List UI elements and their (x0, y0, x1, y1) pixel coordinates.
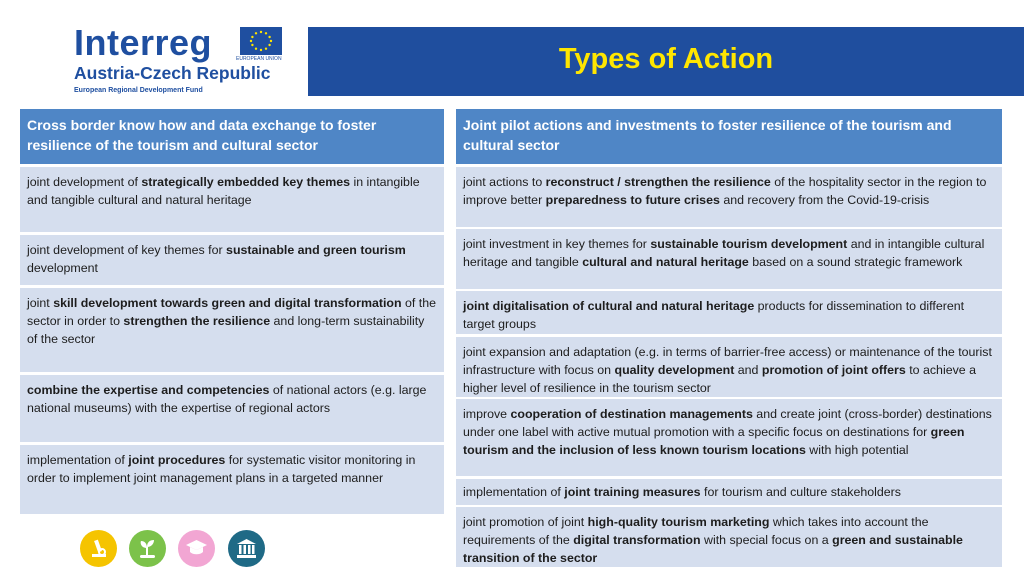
left-header: Cross border know how and data exchange to foster resilience of the tourism and cultural sector (20, 109, 444, 164)
body-text: development (27, 261, 98, 275)
body-text: and in intangible cultural heritage and tangible (463, 237, 985, 269)
body-text: for systematic visitor monitoring in order to implement joint management plans in a targeted manner (27, 453, 416, 485)
right-item (456, 167, 1002, 227)
eu-flag-icon (240, 27, 282, 55)
body-text: implementation of (27, 453, 129, 467)
body-text: joint expansion and adaptation (e.g. in terms of barrier-free access) or maintenance of the tourist infrastructure with focus on (463, 345, 992, 377)
emphasis-text: strategically embedded key themes (141, 175, 351, 189)
body-text: and long-term sustainability of the sector (27, 314, 425, 346)
page-title: Types of Action (558, 43, 774, 75)
emphasis-text: quality development (614, 363, 735, 377)
right-item (456, 291, 1002, 334)
body-text: for tourism and culture stakeholders (700, 485, 901, 499)
emphasis-text: preparedness to future crises (545, 193, 720, 207)
emphasis-text: digital transformation (573, 533, 701, 547)
emphasis-text: joint training measures (564, 485, 701, 499)
body-text: joint development of (27, 175, 142, 189)
emphasis-text: joint digitalisation of cultural and natural heritage (463, 299, 755, 313)
body-text: with high potential (805, 443, 909, 457)
emphasis-text: cooperation of destination managements (510, 407, 753, 421)
body-text: joint development of key themes for (27, 243, 227, 257)
right-item (456, 479, 1002, 505)
right-item (456, 507, 1002, 567)
right-item (456, 337, 1002, 397)
left-item (20, 288, 444, 372)
body-text: and recovery from the Covid-19-crisis (719, 193, 930, 207)
body-text: and create joint (cross-border) destinations under one label with active mutual promotion with a specific focus on destinations for (463, 407, 992, 439)
body-text: in intangible and tangible cultural and natural heritage (27, 175, 420, 207)
emphasis-text: joint procedures (128, 453, 226, 467)
emphasis-text: promotion of joint offers (761, 363, 906, 377)
emphasis-text: combine the expertise and competencies (27, 383, 270, 397)
emphasis-text: sustainable and green tourism (226, 243, 406, 257)
left-item (20, 167, 444, 232)
body-text: joint (27, 296, 54, 310)
body-text: and (734, 363, 762, 377)
emphasis-text: sustainable tourism development (650, 237, 848, 251)
fund-name: European Regional Development Fund (74, 87, 203, 94)
right-item (456, 229, 1002, 289)
eu-label: EUROPEAN UNION (236, 56, 282, 62)
body-text: of national actors (e.g. large national museums) with the expertise of regional actors (27, 383, 427, 415)
left-item (20, 445, 444, 514)
interreg-logo (72, 24, 302, 96)
left-item (20, 235, 444, 285)
research-icon (80, 530, 117, 567)
body-text: improve (463, 407, 511, 421)
body-text: implementation of (463, 485, 565, 499)
program-name: Austria-Czech Republic (74, 63, 271, 83)
emphasis-text: cultural and natural heritage (582, 255, 749, 269)
logo-wordmark: Interreg (74, 22, 213, 63)
emphasis-text: green and sustainable transition of the sector (463, 533, 963, 565)
body-text: based on a sound strategic framework (748, 255, 963, 269)
body-text: which takes into account the requirements of the (463, 515, 929, 547)
body-text: of the sector in order to (27, 296, 437, 328)
body-text: joint promotion of joint (463, 515, 588, 529)
emphasis-text: skill development towards green and digital transformation (53, 296, 402, 310)
governance-icon (228, 530, 265, 567)
body-text: with special focus on a (700, 533, 833, 547)
right-item (456, 399, 1002, 476)
body-text: of the hospitality sector in the region to improve better (463, 175, 987, 207)
environment-icon (129, 530, 166, 567)
emphasis-text: strengthen the resilience (123, 314, 271, 328)
left-item (20, 375, 444, 442)
body-text: products for dissemination to different target groups (463, 299, 965, 331)
education-icon (178, 530, 215, 567)
body-text: to achieve a higher level of resilience in the tourism sector (463, 363, 977, 395)
emphasis-text: green tourism and the inclusion of less known tourism locations (463, 425, 965, 457)
emphasis-text: high-quality tourism marketing (587, 515, 770, 529)
body-text: joint actions to (463, 175, 546, 189)
title-banner (308, 27, 1024, 96)
right-header: Joint pilot actions and investments to foster resilience of the tourism and cultural sector (456, 109, 1002, 164)
emphasis-text: reconstruct / strengthen the resilience (545, 175, 771, 189)
body-text: joint investment in key themes for (463, 237, 651, 251)
